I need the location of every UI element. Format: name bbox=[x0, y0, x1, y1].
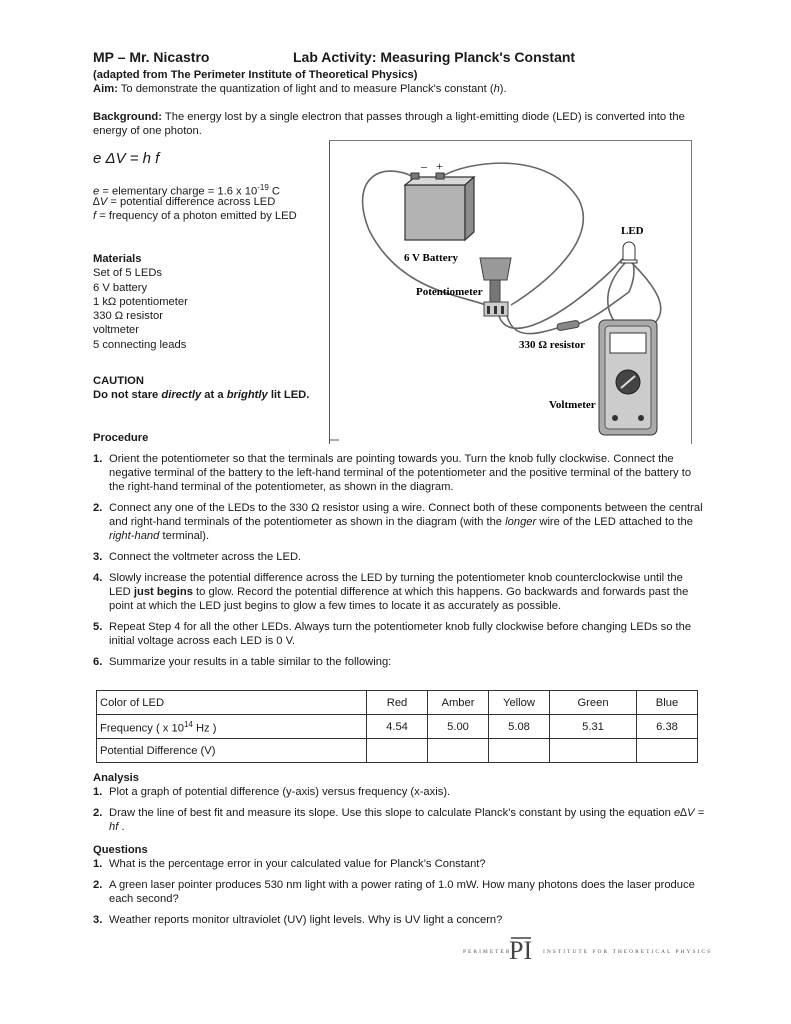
materials-title: Materials bbox=[93, 253, 142, 265]
battery-icon bbox=[405, 173, 474, 240]
plus-label: + bbox=[436, 159, 443, 173]
perimeter-institute-logo bbox=[463, 935, 713, 965]
table-cell: Red bbox=[367, 691, 428, 715]
analysis-item: 2. Draw the line of best fit and measure its slope. Use this slope to calculate Planck's constant by using the equation e∆V = hf . bbox=[93, 807, 705, 833]
variable-dv: ∆V = potential difference across LED bbox=[93, 196, 276, 208]
page-title: Lab Activity: Measuring Planck's Constant bbox=[293, 49, 576, 65]
background-label: Background: bbox=[93, 111, 162, 123]
led-label: LED bbox=[621, 225, 644, 237]
aim-h: h bbox=[493, 83, 500, 95]
aim-end: ). bbox=[499, 83, 507, 95]
table-row bbox=[97, 715, 698, 739]
table-cell: 5.08 bbox=[489, 715, 550, 739]
table-cell: Green bbox=[550, 691, 637, 715]
potentiometer-icon bbox=[480, 258, 511, 316]
table-cell[interactable] bbox=[489, 739, 550, 763]
question-item: 1. What is the percentage error in your calculated value for Planck’s Constant? bbox=[93, 858, 486, 870]
logo-right-text: INSTITUTE FOR THEORETICAL PHYSICS bbox=[543, 949, 713, 955]
background-text: The energy lost by a single electron that passes through a light-emitting diode (LED) is converted into the energy of one photon. bbox=[93, 111, 685, 137]
procedure-step: 1. Orient the potentiometer so that the terminals are pointing towards you. Turn the knob fully clockwise. Connect the negative terminal of the battery to the left-hand terminal of the potentiometer and the positive terminal of the battery to the right-hand terminal of the potentiometer, as shown in the diagram. bbox=[93, 453, 692, 493]
question-item: 3. Weather reports monitor ultraviolet (UV) light levels. Why is UV light a concern? bbox=[93, 914, 503, 926]
battery-label: 6 V Battery bbox=[404, 252, 458, 264]
table-cell[interactable] bbox=[367, 739, 428, 763]
table-cell: Amber bbox=[428, 691, 489, 715]
caution-title: CAUTION bbox=[93, 375, 144, 387]
material-item: voltmeter bbox=[93, 324, 140, 337]
procedure-steps bbox=[93, 452, 703, 676]
table-row bbox=[97, 691, 698, 715]
material-item: 5 connecting leads bbox=[93, 338, 187, 351]
background-paragraph bbox=[93, 110, 703, 138]
adapted-note: (adapted from The Perimeter Institute of Theoretical Physics) bbox=[93, 69, 418, 81]
aim-label: Aim: bbox=[93, 83, 118, 95]
variable-f: f = frequency of a photon emitted by LED bbox=[93, 210, 297, 222]
variable-definitions bbox=[93, 181, 297, 223]
procedure-step: 5. Repeat Step 4 for all the other LEDs. Always turn the potentiometer knob fully clockwise before changing LEDs so the initial voltage across each LED is 0 V. bbox=[93, 621, 692, 647]
table-cell[interactable] bbox=[550, 739, 637, 763]
analysis-title: Analysis bbox=[93, 772, 140, 784]
variable-e: e = elementary charge = 1.6 x $10^{-19}$ C bbox=[93, 183, 280, 198]
procedure-step: 6. Summarize your results in a table similar to the following: bbox=[93, 656, 392, 668]
resistor-icon bbox=[557, 320, 580, 331]
table-cell: 4.54 bbox=[367, 715, 428, 739]
potentiometer-label: Potentiometer bbox=[416, 286, 483, 298]
logo-svg bbox=[463, 935, 713, 965]
logo-mark: PI bbox=[509, 936, 533, 965]
questions-title: Questions bbox=[93, 844, 148, 856]
table-cell[interactable] bbox=[428, 739, 489, 763]
procedure-title: Procedure bbox=[93, 432, 149, 444]
voltmeter-label: Voltmeter bbox=[549, 399, 596, 411]
table-cell: Blue bbox=[637, 691, 698, 715]
aim-text: To demonstrate the quantization of light and to measure Planck's constant ( bbox=[117, 83, 494, 95]
material-item: 330 Ω resistor bbox=[93, 310, 163, 323]
minus-label: – bbox=[421, 159, 427, 173]
results-table bbox=[96, 690, 698, 763]
circuit-diagram bbox=[329, 140, 692, 444]
procedure-step: 2. Connect any one of the LEDs to the 330 Ω resistor using a wire. Connect both of these components between the central and right-hand terminals of the potentiometer as shown in the diagram (with the longer wire of the LED attached to the right-hand terminal). bbox=[93, 502, 703, 542]
procedure-step: 3. Connect the voltmeter across the LED. bbox=[93, 551, 302, 563]
caution-text: Do not stare directly at a brightly lit LED. bbox=[93, 389, 310, 401]
analysis-section bbox=[93, 771, 713, 841]
table-cell[interactable] bbox=[637, 739, 698, 763]
materials-list bbox=[93, 252, 188, 352]
resistor-label: 330 Ω resistor bbox=[519, 339, 586, 351]
logo-left-text: PERIMETER bbox=[463, 949, 512, 955]
course-header: MP – Mr. Nicastro bbox=[93, 49, 210, 65]
table-cell: Color of LED bbox=[97, 691, 367, 715]
voltmeter-icon bbox=[599, 320, 657, 435]
material-item: Set of 5 LEDs bbox=[93, 267, 163, 280]
material-item: 1 kΩ potentiometer bbox=[93, 295, 188, 308]
table-cell: Potential Difference (V) bbox=[97, 739, 367, 763]
table-cell: 5.00 bbox=[428, 715, 489, 739]
analysis-item: 1. Plot a graph of potential difference (y-axis) versus frequency (x-axis). bbox=[93, 786, 451, 798]
table-cell: Frequency ( x $10^{14}$ Hz ) bbox=[97, 715, 367, 739]
procedure-step: 4. Slowly increase the potential difference across the LED by turning the potentiometer knob counterclockwise until the LED just begins to glow. Record the potential difference at which this happens. Go backwards and forwards past the point at which the LED just begins to glow a few times to locate it as accurately as possible. bbox=[93, 572, 689, 612]
led-icon bbox=[621, 242, 637, 263]
planck-equation: e ΔV = h f bbox=[93, 150, 160, 167]
question-item: 2. A green laser pointer produces 530 nm light with a power rating of 1.0 mW. How many photons does the laser produce each second? bbox=[93, 879, 695, 905]
table-cell: Yellow bbox=[489, 691, 550, 715]
circuit-svg bbox=[329, 140, 692, 444]
caution-box bbox=[93, 374, 309, 402]
table-cell: 6.38 bbox=[637, 715, 698, 739]
aim bbox=[93, 82, 507, 96]
table-cell: 5.31 bbox=[550, 715, 637, 739]
questions-section bbox=[93, 843, 713, 934]
material-item: 6 V battery bbox=[93, 281, 148, 294]
table-row bbox=[97, 739, 698, 763]
